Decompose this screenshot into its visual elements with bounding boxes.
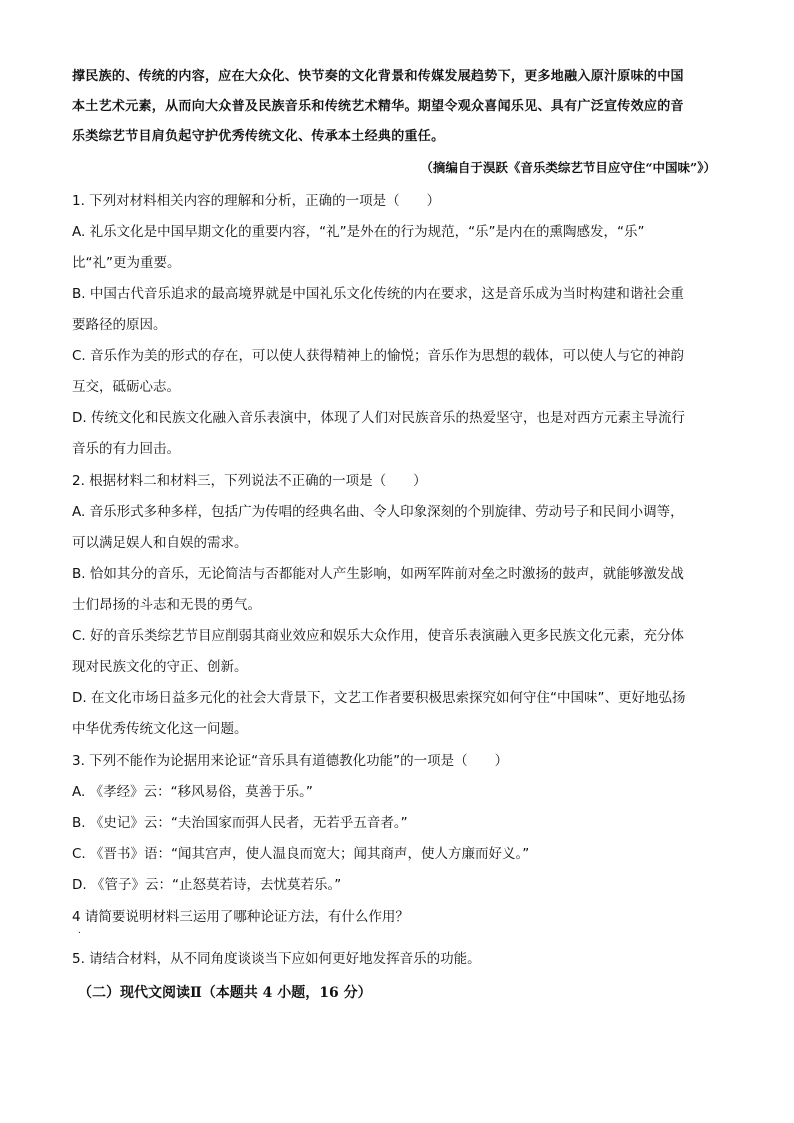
question-4: [72, 902, 722, 933]
option-b: B. 《史记》云：“夫治国家而弭人民者，无若乎五音者。”: [72, 815, 408, 831]
passage-line: 乐类综艺节目肩负起守护优秀传统文化、传承本土经典的重任。: [72, 129, 445, 144]
option-a: A. 礼乐文化是中国早期文化的重要内容，“礼”是外在的行为规范，“乐”是内在的熏陶感发，“乐”: [72, 224, 645, 240]
option-b: B. 中国古代音乐追求的最高境界就是中国礼乐文化传统的内在要求，这是音乐成为当时构建和谐社会重: [72, 286, 684, 302]
option-a-cont: 可以满足娱人和自娱的需求。: [72, 535, 248, 551]
option-d: D. 在文化市场日益多元化的社会大背景下，文艺工作者要积极思索探究如何守住“中国味”、更好地弘扬: [72, 690, 686, 706]
stray-dot: .: [78, 926, 81, 936]
option-c: C. 音乐作为美的形式的存在，可以使人获得精神上的愉悦；音乐作为思想的载体，可以使人与它的神韵: [72, 348, 685, 364]
option-d-cont: 中华优秀传统文化这一问题。: [72, 721, 248, 737]
option-b-cont: 士们昂扬的斗志和无畏的勇气。: [72, 597, 261, 613]
question-2: [72, 466, 722, 745]
passage-text: [72, 62, 732, 152]
question-stem: 1. 下列对材料相关内容的理解和分析，正确的一项是（ ）: [72, 193, 441, 209]
option-c: C. 《晋书》语：“闻其宫声，使人温良而宽大；闻其商声，使人方廉而好义。”: [72, 846, 530, 862]
option-c: C. 好的音乐类综艺节目应削弱其商业效应和娱乐大众作用，使音乐表演融入更多民族文化元素，充分体: [72, 628, 685, 644]
option-c-cont: 互交，砥砺心志。: [72, 379, 180, 395]
section-title: （二）现代文阅读Ⅱ（本题共 4 小题，16 分）: [78, 985, 372, 1001]
question-3: [72, 746, 722, 901]
question-stem: 5. 请结合材料，从不同角度谈谈当下应如何更好地发挥音乐的功能。: [72, 951, 481, 967]
option-b-cont: 要路径的原因。: [72, 317, 167, 333]
passage-line: 本土艺术元素，从而向大众普及民族音乐和传统艺术精华。期望令观众喜闻乐见、具有广泛宣传效应的音: [72, 99, 684, 114]
question-1: [72, 186, 722, 465]
option-d: D. 传统文化和民族文化融入音乐表演中，体现了人们对民族音乐的热爱坚守，也是对西方元素主导流行: [72, 410, 685, 426]
question-stem: 3. 下列不能作为论据用来论证“音乐具有道德教化功能”的一项是（ ）: [72, 753, 509, 769]
passage-source: （摘编自于淏跃《音乐类综艺节目应守住“中国味”》）: [420, 160, 716, 175]
question-stem: 2. 根据材料二和材料三，下列说法不正确的一项是（ ）: [72, 473, 427, 489]
option-a: A. 音乐形式多种多样，包括广为传唱的经典名曲、令人印象深刻的个别旋律、劳动号子和民间小调等，: [72, 504, 684, 520]
option-d: D. 《管子》云：“止怒莫若诗，去忧莫若乐。”: [72, 877, 342, 893]
passage-line: 撑民族的、传统的内容，应在大众化、快节奏的文化背景和传媒发展趋势下，更多地融入原汁原味的中国: [72, 69, 684, 84]
option-c-cont: 现对民族文化的守正、创新。: [72, 659, 248, 675]
option-b: B. 恰如其分的音乐，无论简洁与否都能对人产生影响，如两军阵前对垒之时激扬的鼓声，就能够激发战: [72, 566, 684, 582]
option-a: A. 《孝经》云：“移风易俗，莫善于乐。”: [72, 784, 313, 800]
option-a-cont: 比“礼”更为重要。: [72, 255, 181, 271]
question-5: [72, 944, 722, 975]
question-stem: 4 请简要说明材料三运用了哪种论证方法，有什么作用？: [72, 909, 409, 925]
option-d-cont: 音乐的有力回击。: [72, 441, 180, 457]
